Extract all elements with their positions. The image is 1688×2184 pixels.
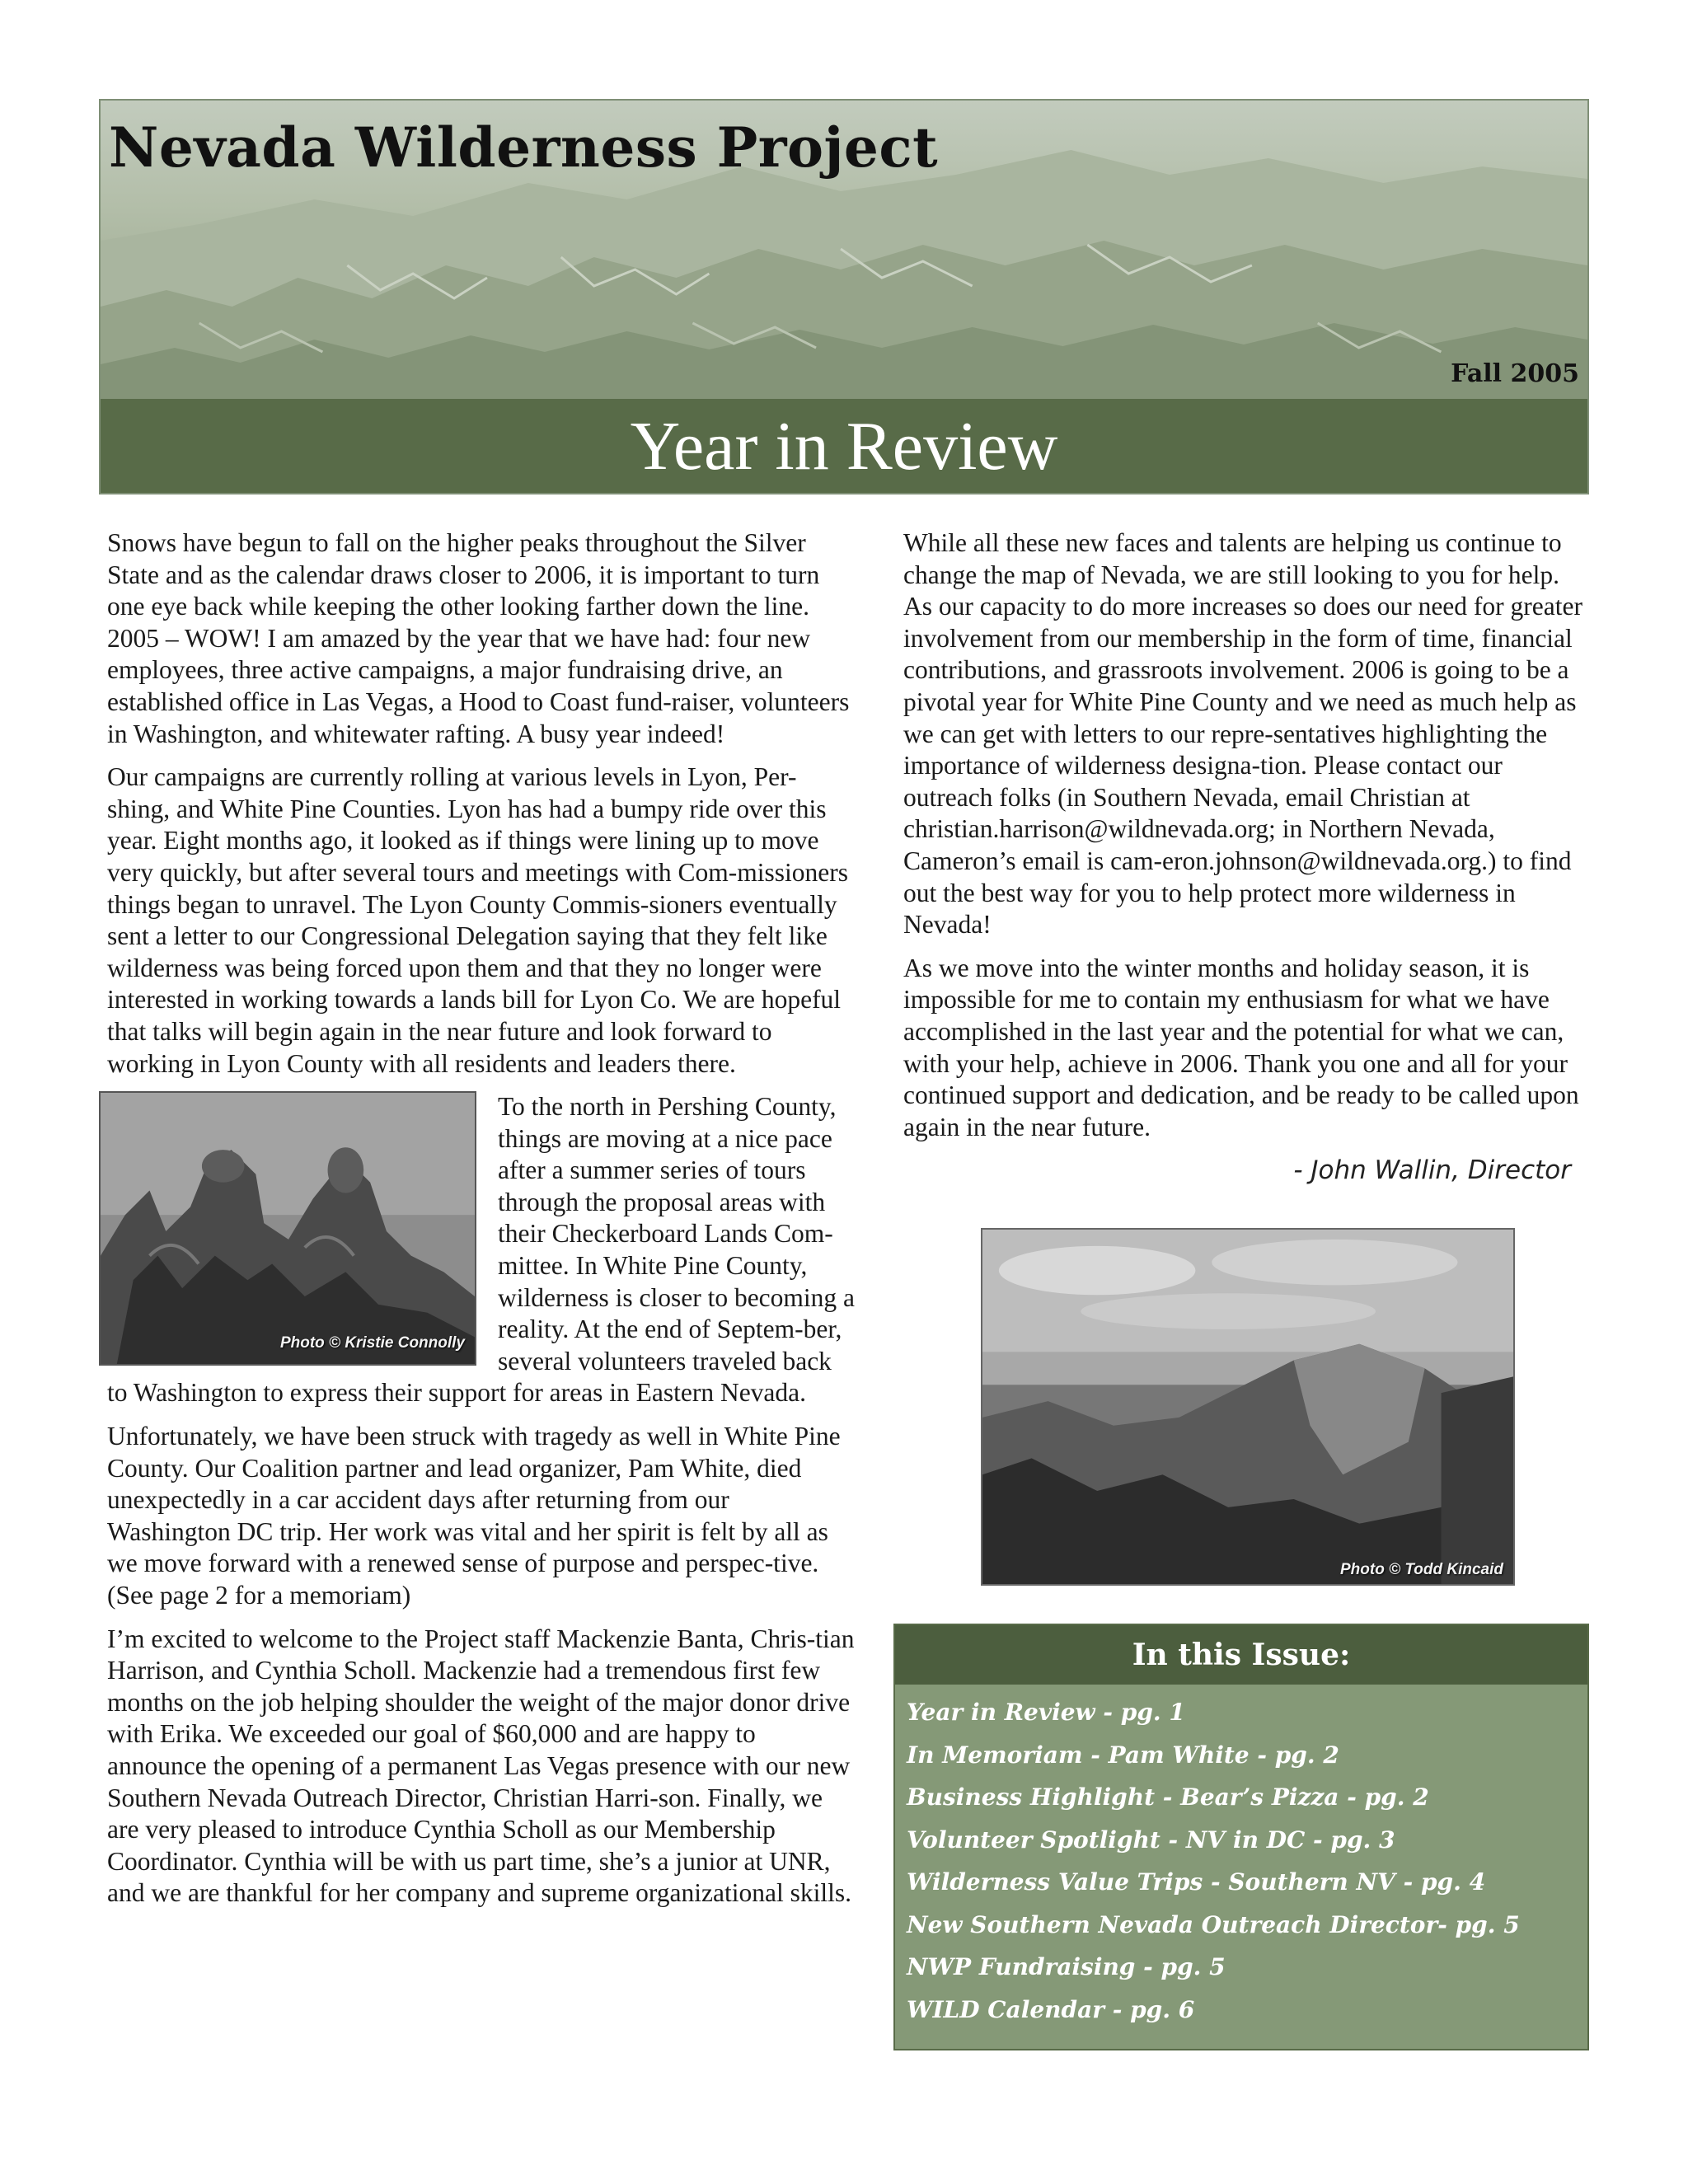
article-paragraph: Snows have begun to fall on the higher peaks throughout the Silver State and as the calendar draws closer to 2006, it is important to turn one eye back while keeping the other looking farther down the line. 2005 – WOW! I am amazed by the year that we have had: four new employees, three active campaigns, a major fundraising drive, an established office in Las Vegas, a Hood to Coast fund-raiser, volunteers in Washington, and whitewater rafting. A busy year indeed!: [107, 528, 850, 748]
article-left-column: [107, 527, 857, 1921]
article-paragraph: While all these new faces and talents are helping us continue to change the map of Nevada, we are still looking to you for help. As our capacity to do more increases so does our need for greater involvement from our membership in the form of time, financial contributions, and grassroots involvement. 2006 is going to be a pivotal year for White Pine County and we need as much help as we can get with letters to our repre-sentatives highlighting the importance of wilderness designa-tion. Please contact our outreach folks (in Southern Nevada, email Christian at christian.harrison@wildnevada.org; in Northern Nevada, Cameron’s email is cam-eron.johnson@wildnevada.org.) to find out the best way for you to help protect more wilderness in Nevada!: [903, 528, 1582, 940]
issue-item: In Memoriam - Pam White - pg. 2: [907, 1741, 1339, 1769]
article-right-column: [903, 527, 1587, 1187]
issue-item: Business Highlight - Bear’s Pizza - pg. 2: [907, 1783, 1429, 1811]
photo-credit: Photo © Todd Kincaid: [1340, 1561, 1503, 1578]
site-title: Nevada Wilderness Project: [109, 115, 939, 180]
article-paragraph: As we move into the winter months and holiday season, it is impossible for me to contain my enthusiasm for what we have accomplished in the last year and the potential for what we can, with your help, achieve in 2006. Thank you one and all for your continued support and dedication, and be ready to be called upon again in the near future.: [903, 953, 1579, 1141]
issue-item: New Southern Nevada Outreach Director- pg. 5: [907, 1910, 1520, 1938]
rock-formation-graphic: [101, 1093, 475, 1364]
issue-item: Volunteer Spotlight - NV in DC - pg. 3: [907, 1825, 1395, 1854]
page-headline: Year in Review: [630, 408, 1058, 485]
issue-item: NWP Fundraising - pg. 5: [907, 1953, 1226, 1980]
in-this-issue-list: [895, 1685, 1587, 2031]
mountain-valley-photo: [981, 1228, 1515, 1586]
in-this-issue-box: [893, 1624, 1589, 2050]
masthead: [99, 99, 1589, 494]
article-paragraph: To the north in Pershing County, things are moving at a nice pace after a summer series of tours through the proposal areas with their Checkerboard Lands Com-mittee. In White Pine County, wilderness is closer to becoming a reality. At the end of Septem-ber, several volunteers traveled back to Washington to express their support for areas in Eastern Nevada.: [107, 1092, 856, 1408]
issue-item: Year in Review - pg. 1: [907, 1699, 1185, 1726]
issue-item: WILD Calendar - pg. 6: [907, 1995, 1195, 2023]
article-paragraph: Our campaigns are currently rolling at various levels in Lyon, Per-shing, and White Pine Counties. Lyon has had a bumpy ride over this year. Eight months ago, it looked as if things were lining up to move very quickly, but after several tours and meetings with Com-missioners things began to unravel. The Lyon County Commis-sioners eventually sent a letter to our Congressional Delegation saying that they felt like wilderness was being forced upon them and that they no longer were interested in working towards a lands bill for Lyon Co. We are hopeful that talks will begin again in the near future and look forward to working in Lyon County with all residents and leaders there.: [107, 762, 849, 1078]
issue-item: Wilderness Value Trips - Southern NV - pg. 4: [907, 1868, 1486, 1896]
rock-formation-photo: [99, 1091, 476, 1366]
article-paragraph: I’m excited to welcome to the Project staff Mackenzie Banta, Chris-tian Harrison, and Cynthia Scholl. Mackenzie had a tremendous first few months on the job helping shoulder the weight of the major donor drive with Erika. We exceeded our goal of $60,000 and are happy to announce the opening of a permanent Las Vegas presence with our new Southern Nevada Outreach Director, Christian Harri-son. Finally, we are very pleased to introduce Cynthia Scholl as our Membership Coordinator. Cynthia will be with us part time, she’s a junior at UNR, and we are thankful for her company and supreme organizational skills.: [107, 1624, 855, 1908]
photo-credit: Photo © Kristie Connolly: [279, 1333, 465, 1352]
in-this-issue-heading: In this Issue:: [895, 1625, 1587, 1685]
author-signature: - John Wallin, Director: [1293, 1155, 1571, 1186]
mountain-valley-graphic: [982, 1230, 1513, 1584]
headline-bar: [101, 399, 1587, 494]
mountain-banner: [101, 101, 1587, 399]
issue-date: Fall 2005: [1451, 359, 1579, 388]
article-paragraph: Unfortunately, we have been struck with tragedy as well in White Pine County. Our Coalition partner and lead organizer, Pam White, died unexpectedly in a car accident days after returning from our Washington DC trip. Her work was vital and her spirit is felt by all as we move forward with a renewed sense of purpose and perspec-tive. (See page 2 for a memoriam): [107, 1422, 841, 1610]
